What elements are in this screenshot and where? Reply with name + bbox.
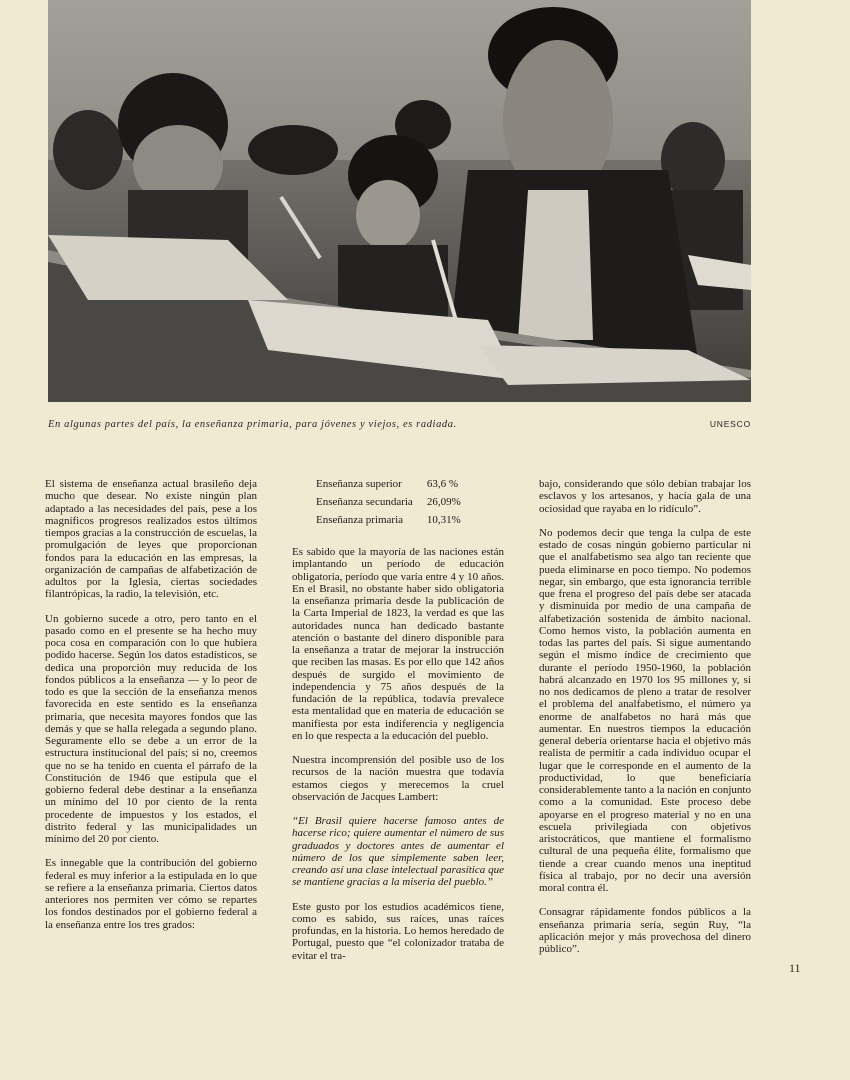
classroom-photo-illustration [48, 0, 751, 402]
photo-credit: UNESCO [709, 419, 751, 429]
paragraph: Consagrar rápidamente fondos públicos a la enseñanza primaria sería, según Ruy, “la aplicación mejor y más provechosa del dinero público”. [539, 906, 751, 955]
paragraph: Es sabido que la mayoría de las naciones están implantando un período de educación obligatoria, período que varía entre 4 y 10 años. En el Brasil, no obstante haber sido obligatoria la enseñanza primaria desde la publicación de la Carta Imperial de 1823, la verdad es que las autoridades nunca han dedicado bastante atención o bastante del dinero disponible para la enseñanza a tratar de mejorar la instrucción que reciben las masas. Es por ello que 142 años después de surgido el movimiento de independencia y 75 años después de la fundación de la república, todavía prevalece esta mentalidad que en materia de educación se manifiesta por esta indiferencia y negligencia en lo que respecta a la educación del pueblo. [292, 546, 504, 742]
quotation: “El Brasil quiere hacerse famoso antes de hacerse rico; quiere aumentar el número de sus graduados y doctores antes de aumentar el número de los que simplemente saben leer, creando así una clase intelectual parasítica que se mantiene gracias a la miseria del pueblo.” [292, 815, 504, 889]
classroom-photo [48, 0, 751, 402]
paragraph: Un gobierno sucede a otro, pero tanto en el pasado como en el presente se ha hecho muy poca cosa en comparación con lo que hubiera podido hacerse. Según los datos estadísticos, se dedica una proporción muy reducida de los fondos públicos a la enseñanza — y lo peor de todo es que la sección de la enseñanza menos favorecida en este sentido es la enseñanza primaria, que necesita mayores fondos que las demás y que se halla relegada a segundo plano. Seguramente ello se debe a un error de la estructura institucional del país; si no, creemos que no se ha tenido en cuenta el párrafo de la Constitución de 1946 que estipula que el gobierno federal debe destinar a la enseñanza un mínimo del 10 por ciento de la renta procedente de impuestos y los estados, el distrito federal y las municipalidades un mínimo del 20 por ciento. [45, 612, 257, 845]
paragraph: No podemos decir que tenga la culpa de este estado de cosas ningún gobierno particular ni que el analfabetismo sea algo tan reciente que pueda eliminarse en poco tiempo. No podemos negar, sin embargo, que esta ignorancia terrible que frena el progreso del país debe ser atacada y disminuida por medio de una campaña de alfabetización sostenida de ámbito nacional. Como hemos visto, la población aumenta en todas las partes del país. Si sigue aumentando según el mismo índice de crecimiento que durante el período 1950-1960, la población habrá alcanzado en 1970 los 95 millones y, si no nos dedicamos de pleno a tratar de resolver el problema del analfabetismo, el número ya enorme de analfabetos no hará más que aumentar. En nuestros tiempos la educación general debería orientarse hacia el objetivo más realista de permitir a cada individuo ocupar el lugar que le corresponde en el aumento de la productividad, lo que beneficiaría considerablemente tanto a la nación en conjunto como a la comunidad. Este proceso debe apoyarse en el progreso material y no en una escuela privilegiada con objetivos aristocráticos, que mantiene el formalismo cultural de una pequeña élite, formalismo que tiende a crear cuando menos una ineptitud física al trabajo, por no decir una aversión moral contra él. [539, 526, 751, 894]
paragraph: Nuestra incomprensión del posible uso de los recursos de la nación muestra que todavía estamos ciegos y merecemos la cruel observación de Jacques Lambert: [292, 754, 504, 803]
column-1 [45, 478, 257, 943]
table-label: Enseñanza primaria [316, 514, 404, 526]
photo-caption: En algunas partes del país, la enseñanza primaria, para jóvenes y viejos, es radiada. [48, 419, 457, 430]
table-row [316, 478, 461, 496]
paragraph: El sistema de enseñanza actual brasileño deja mucho que desear. No existe ningún plan adaptado a las necesidades del país, pese a los magníficos progresos realizados estos últimos tiempos gracias a la construcción de escuelas, la promulgación de leyes que proporcionan fondos para la educación en las empresas, la organización de campañas de alfabetización de adultos por la Iglesia, ciertas sociedades filantrópicas, la radio, la televisión, etc. [45, 478, 257, 601]
table-row [316, 514, 461, 532]
table-value: 10,31% [426, 514, 461, 526]
table-value: 26,09% [426, 496, 461, 508]
table-label: Enseñanza secundaria [316, 496, 413, 508]
table-label: Enseñanza superior [316, 478, 402, 490]
paragraph: Es innegable que la contribución del gobierno federal es muy inferior a la estipulada en lo que se refiere a la enseñanza primaria. Ciertos datos anteriores nos permiten ver cómo se repartes los fondos destinados por el gobierno federal a la enseñanza entre los tres grados: [45, 857, 257, 931]
funding-table [316, 478, 461, 532]
column-3 [539, 478, 751, 967]
paragraph: Este gusto por los estudios académicos tiene, como es sabido, sus raíces, unas raíces profundas, en la historia. Lo hemos heredado de Portugal, puesto que “el colonizador trataba de evitar el tra- [292, 900, 504, 962]
table-value: 63,6 % [426, 478, 458, 490]
paragraph: bajo, considerando que sólo debían trabajar los esclavos y los artesanos, y hacía gala de una ociosidad que rayaba en lo ridículo”. [539, 478, 751, 515]
table-row [316, 496, 461, 514]
column-2 [292, 478, 504, 974]
page-number: 11 [789, 961, 801, 975]
